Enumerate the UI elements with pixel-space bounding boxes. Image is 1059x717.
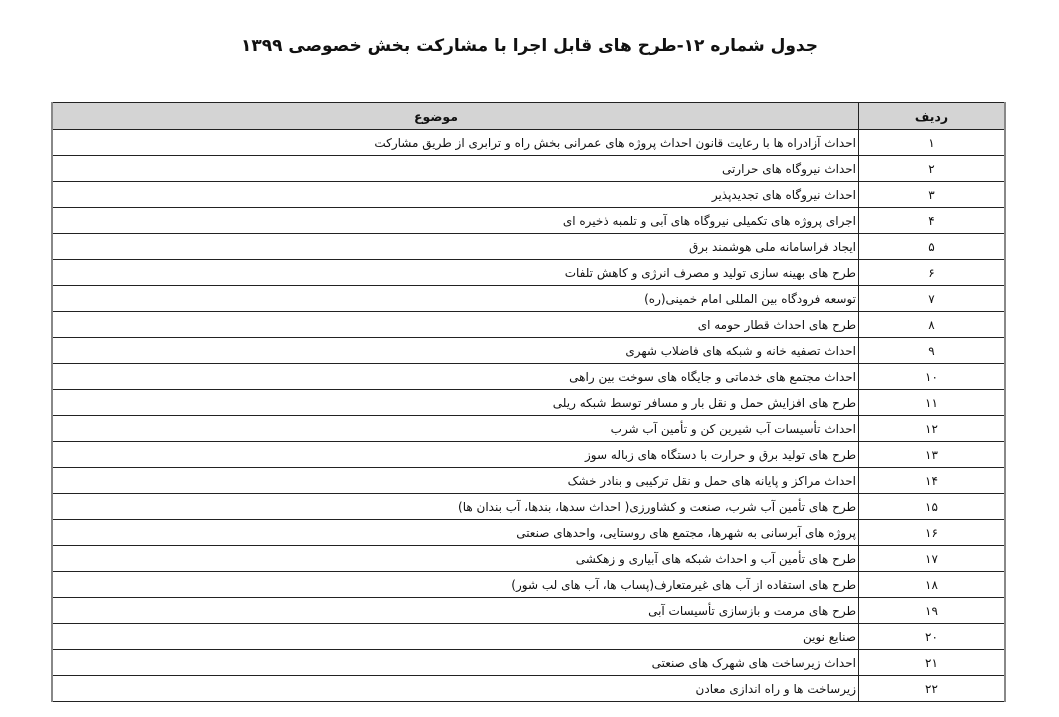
row-number-cell: ۱۷ bbox=[859, 546, 1006, 572]
row-number-cell: ۷ bbox=[859, 286, 1006, 312]
table-row bbox=[52, 234, 1005, 260]
subject-cell: طرح های احداث قطار حومه ای bbox=[52, 312, 859, 338]
table-row bbox=[52, 624, 1005, 650]
row-number-cell: ۵ bbox=[859, 234, 1006, 260]
row-number-cell: ۱۶ bbox=[859, 520, 1006, 546]
table-row bbox=[52, 182, 1005, 208]
table-row bbox=[52, 130, 1005, 156]
row-number-cell: ۱۹ bbox=[859, 598, 1006, 624]
subject-cell: احداث آزادراه ها با رعایت قانون احداث پروژه های عمرانی بخش راه و ترابری از طریق مشارکت bbox=[52, 130, 859, 156]
subject-cell: احداث تأسیسات آب شیرین کن و تأمین آب شرب bbox=[52, 416, 859, 442]
table-row bbox=[52, 416, 1005, 442]
subject-cell: احداث نیروگاه های حرارتی bbox=[52, 156, 859, 182]
subject-cell: احداث مجتمع های خدماتی و جایگاه های سوخت بین راهی bbox=[52, 364, 859, 390]
subject-cell: توسعه فرودگاه بین المللی امام خمینی(ره) bbox=[52, 286, 859, 312]
subject-cell: ایجاد فراسامانه ملی هوشمند برق bbox=[52, 234, 859, 260]
row-number-cell: ۲۰ bbox=[859, 624, 1006, 650]
table-row bbox=[52, 494, 1005, 520]
row-number-cell: ۳ bbox=[859, 182, 1006, 208]
row-number-cell: ۴ bbox=[859, 208, 1006, 234]
table-row bbox=[52, 338, 1005, 364]
table-row bbox=[52, 598, 1005, 624]
table-row bbox=[52, 650, 1005, 676]
subject-cell: طرح های بهینه سازی تولید و مصرف انرژی و کاهش تلفات bbox=[52, 260, 859, 286]
row-number-cell: ۲۱ bbox=[859, 650, 1006, 676]
table-row bbox=[52, 468, 1005, 494]
row-number-cell: ۸ bbox=[859, 312, 1006, 338]
subject-cell: طرح های افزایش حمل و نقل بار و مسافر توسط شبکه ریلی bbox=[52, 390, 859, 416]
row-number-cell: ۱ bbox=[859, 130, 1006, 156]
table-row bbox=[52, 520, 1005, 546]
subject-cell: صنایع نوین bbox=[52, 624, 859, 650]
subject-cell: طرح های استفاده از آب های غیرمتعارف(پساب ها، آب های لب شور) bbox=[52, 572, 859, 598]
projects-table bbox=[51, 102, 1006, 702]
header-subject: موضوع bbox=[52, 103, 859, 130]
subject-cell: طرح های تولید برق و حرارت با دستگاه های زباله سوز bbox=[52, 442, 859, 468]
subject-cell: پروژه های آبرسانی به شهرها، مجتمع های روستایی، واحدهای صنعتی bbox=[52, 520, 859, 546]
row-number-cell: ۱۰ bbox=[859, 364, 1006, 390]
table-row bbox=[52, 442, 1005, 468]
table-header-row bbox=[52, 103, 1005, 130]
table-row bbox=[52, 572, 1005, 598]
subject-cell: طرح های تأمین آب شرب، صنعت و کشاورزی( احداث سدها، بندها، آب بندان ها) bbox=[52, 494, 859, 520]
row-number-cell: ۶ bbox=[859, 260, 1006, 286]
table-row bbox=[52, 390, 1005, 416]
row-number-cell: ۹ bbox=[859, 338, 1006, 364]
table-row bbox=[52, 312, 1005, 338]
row-number-cell: ۱۲ bbox=[859, 416, 1006, 442]
table-row bbox=[52, 676, 1005, 702]
table-row bbox=[52, 546, 1005, 572]
subject-cell: احداث زیرساخت های شهرک های صنعتی bbox=[52, 650, 859, 676]
table-row bbox=[52, 156, 1005, 182]
row-number-cell: ۱۳ bbox=[859, 442, 1006, 468]
table-row bbox=[52, 286, 1005, 312]
subject-cell: طرح های مرمت و بازسازی تأسیسات آبی bbox=[52, 598, 859, 624]
subject-cell: طرح های تأمین آب و احداث شبکه های آبیاری و زهکشی bbox=[52, 546, 859, 572]
subject-cell: احداث مراکز و پایانه های حمل و نقل ترکیبی و بنادر خشک bbox=[52, 468, 859, 494]
row-number-cell: ۱۴ bbox=[859, 468, 1006, 494]
row-number-cell: ۱۱ bbox=[859, 390, 1006, 416]
header-row-number: ردیف bbox=[859, 103, 1006, 130]
table-row bbox=[52, 364, 1005, 390]
row-number-cell: ۲۲ bbox=[859, 676, 1006, 702]
row-number-cell: ۱۸ bbox=[859, 572, 1006, 598]
subject-cell: زیرساخت ها و راه اندازی معادن bbox=[52, 676, 859, 702]
subject-cell: اجرای پروژه های تکمیلی نیروگاه های آبی و تلمبه ذخیره ای bbox=[52, 208, 859, 234]
subject-cell: احداث تصفیه خانه و شبکه های فاضلاب شهری bbox=[52, 338, 859, 364]
subject-cell: احداث نیروگاه های تجدیدپذیر bbox=[52, 182, 859, 208]
table-row bbox=[52, 208, 1005, 234]
row-number-cell: ۲ bbox=[859, 156, 1006, 182]
table-row bbox=[52, 260, 1005, 286]
row-number-cell: ۱۵ bbox=[859, 494, 1006, 520]
document-title: جدول شماره ۱۲-طرح های قابل اجرا با مشارکت بخش خصوصی ۱۳۹۹ bbox=[241, 36, 818, 56]
